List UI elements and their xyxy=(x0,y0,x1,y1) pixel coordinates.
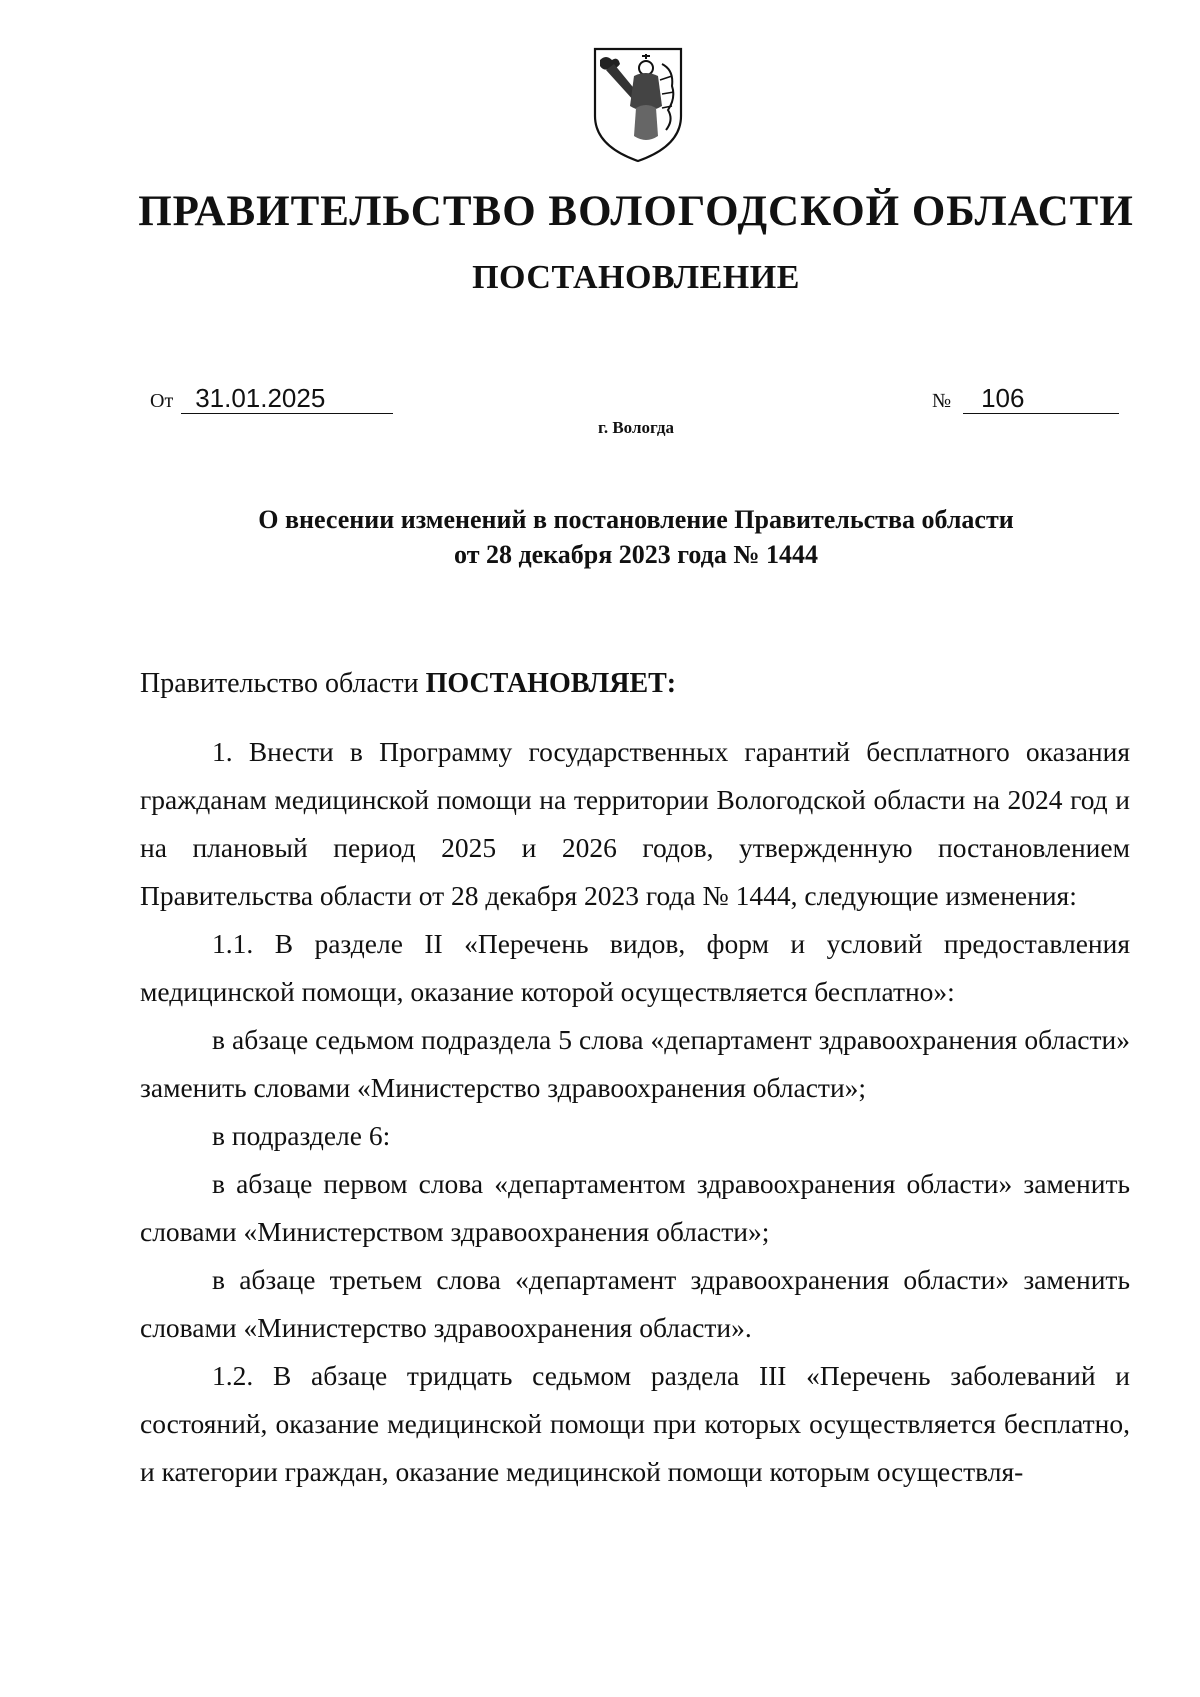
paragraph: в абзаце первом слова «департаментом здравоохранения области» заменить словами «Министерством здравоохранения области»; xyxy=(140,1168,1130,1247)
coat-of-arms-icon xyxy=(592,46,684,164)
paragraph: в абзаце третьем слова «департамент здравоохранения области» заменить словами «Министерство здравоохранения области». xyxy=(140,1264,1130,1343)
document-date xyxy=(150,383,393,416)
decree-lead xyxy=(140,664,676,704)
paragraph: 1.2. В абзаце тридцать седьмом раздела III «Перечень заболеваний и состояний, оказание медицинской помощи при которых осуществляется бесплатно, и категории граждан, оказание медицинской помощи которым осуществля- xyxy=(140,1360,1130,1487)
date-value: 31.01.2025 xyxy=(181,383,393,414)
decree-lead-strong: ПОСТАНОВЛЯЕТ: xyxy=(425,668,677,699)
subject-line-1: О внесении изменений в постановление Правительства области xyxy=(258,505,1014,534)
subject-line-2: от 28 декабря 2023 года № 1444 xyxy=(454,540,818,569)
number-prefix: № xyxy=(932,390,952,412)
number-value: 106 xyxy=(963,383,1119,414)
document-subject xyxy=(140,502,1132,572)
paragraph: в абзаце седьмом подраздела 5 слова «департамент здравоохранения области» заменить словами «Министерство здравоохранения области»; xyxy=(140,1024,1130,1103)
date-prefix: От xyxy=(150,390,174,412)
organization-title: ПРАВИТЕЛЬСТВО ВОЛОГОДСКОЙ ОБЛАСТИ xyxy=(138,188,1134,235)
document-number xyxy=(932,383,1119,416)
decree-lead-text: Правительство области xyxy=(140,668,426,699)
city-label: г. Вологда xyxy=(598,418,674,437)
document-body xyxy=(140,728,1130,1496)
paragraph: 1.1. В разделе II «Перечень видов, форм и условий предоставления медицинской помощи, оказание которой осуществляется бесплатно»: xyxy=(140,928,1130,1007)
document-type: ПОСТАНОВЛЕНИЕ xyxy=(472,259,800,296)
paragraph: в подразделе 6: xyxy=(212,1120,391,1151)
paragraph: 1. Внести в Программу государственных гарантий бесплатного оказания гражданам медицинской помощи на территории Вологодской области на 2024 год и на плановый период 2025 и 2026 годов, утвержденную постановлением Правительства области от 28 декабря 2023 года № 1444, следующие изменения: xyxy=(140,736,1130,911)
